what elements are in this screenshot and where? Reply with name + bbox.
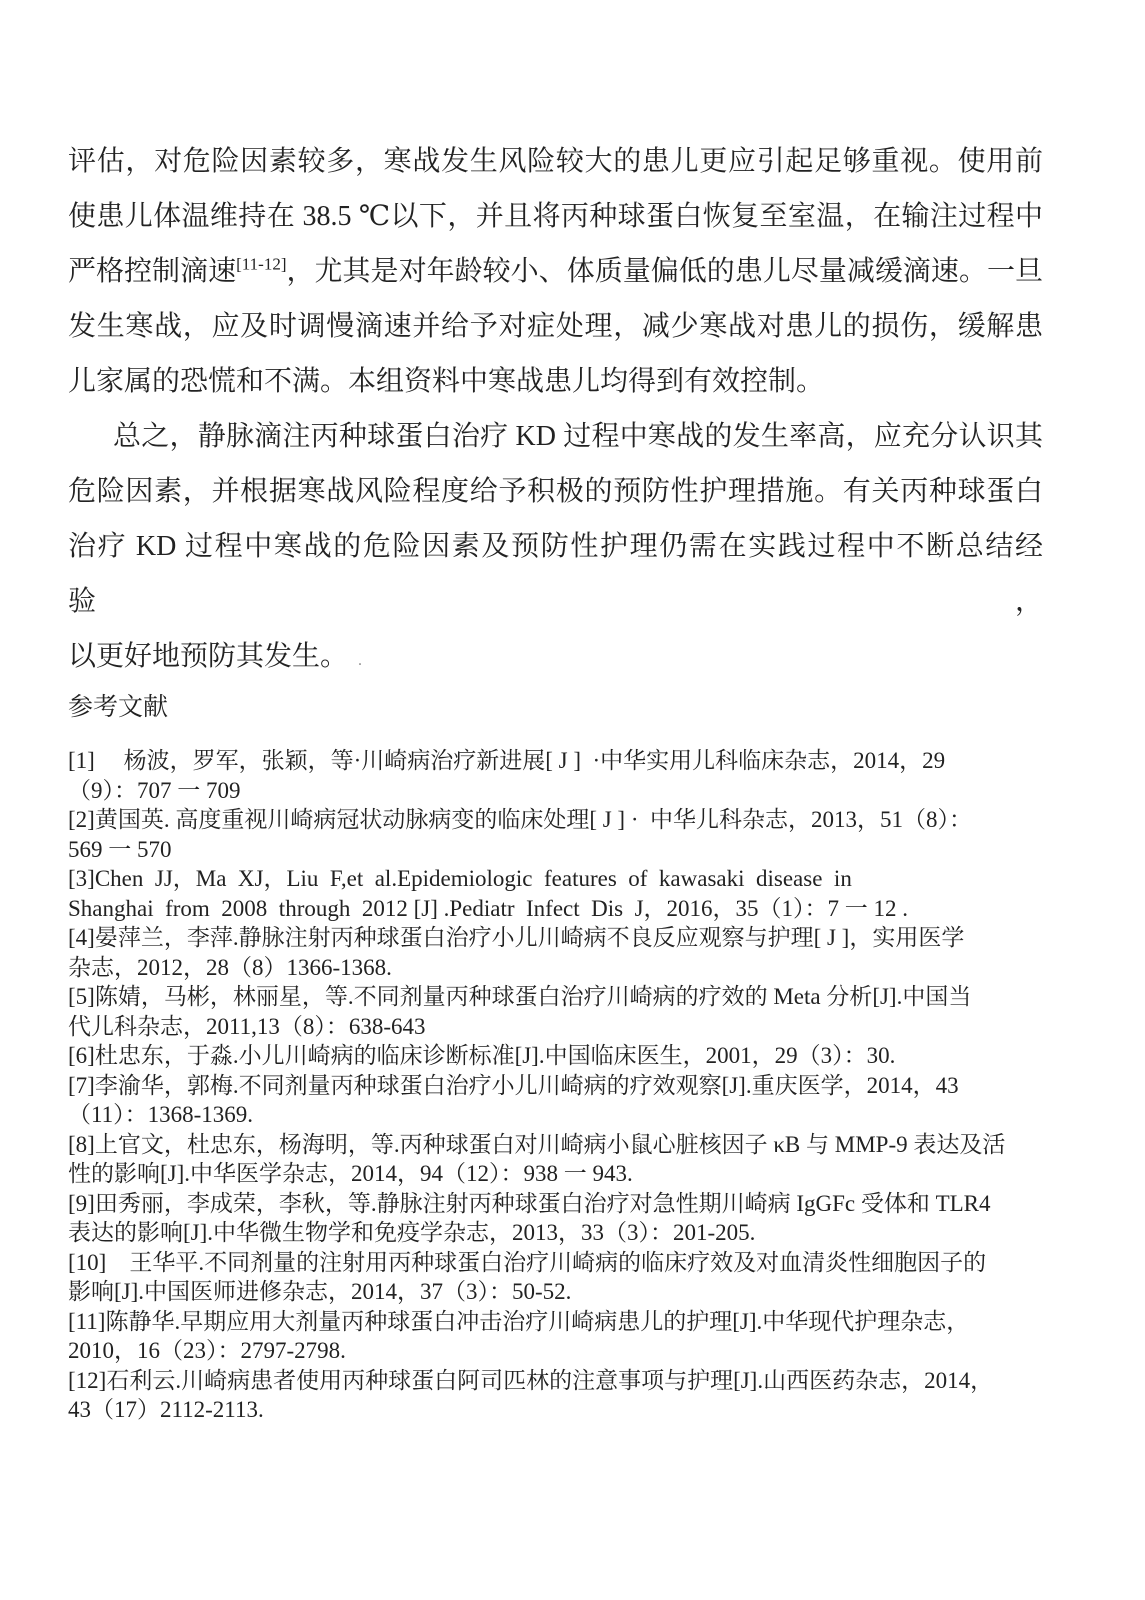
reference-line: [5]陈婧，马彬，林丽星，等.不同剂量丙种球蛋白治疗川崎病的疗效的 Meta 分析[J].中国当 — [68, 984, 972, 1009]
paragraph-line: 危险因素，并根据寒战风险程度给予积极的预防性护理措施。有关丙种球蛋白 — [68, 476, 1043, 507]
reference-line: （11）：1368-1369. — [68, 1102, 254, 1127]
reference-line: （9）：707 一 709 — [68, 777, 241, 803]
reference-item — [68, 1307, 1130, 1366]
paragraph-line: 使患儿体温维持在 38.5 ℃以下，并且将丙种球蛋白恢复至室温，在输注过程中 — [68, 201, 1043, 232]
reference-line: 43（17）2112-2113. — [68, 1397, 264, 1422]
line-text: ，尤其是对年龄较小、体质量偏低的患儿尽量减缓滴速。一旦 — [286, 256, 1043, 287]
reference-line: 569 一 570 — [68, 836, 172, 862]
reference-item — [68, 1071, 1130, 1130]
stray-dot-mark: . — [358, 652, 363, 669]
reference-list — [68, 746, 1130, 1425]
reference-item — [68, 805, 1130, 864]
paragraph-line: 治疗 KD 过程中寒战的危险因素及预防性护理仍需在实践过程中不断总结经验， — [68, 531, 1043, 617]
reference-line: 代儿科杂志，2011,13（8）：638-643 — [68, 1013, 426, 1039]
reference-line: [6]杜忠东，于淼.小儿川崎病的临床诊断标准[J].中国临床医生，2001，29（3）：30. — [68, 1043, 896, 1068]
reference-line: [1] 杨波，罗军，张颖，等·川崎病治疗新进展[ J ] ·中华实用儿科临床杂志，2014，29 — [68, 748, 946, 773]
reference-line: 表达的影响[J].中华微生物学和免疫学杂志，2013，33（3）：201-205. — [68, 1220, 756, 1245]
body-text — [68, 134, 1043, 688]
reference-line: [11]陈静华.早期应用大剂量丙种球蛋白冲击治疗川崎病患儿的护理[J].中华现代护理杂志， — [68, 1308, 970, 1334]
reference-item — [68, 1366, 1130, 1425]
paragraph-line: 发生寒战，应及时调慢滴速并给予对症处理，减少寒战对患儿的损伤，缓解患 — [68, 311, 1043, 342]
reference-line: [12]石利云.川崎病患者使用丙种球蛋白阿司匹林的注意事项与护理[J].山西医药杂志，2014， — [68, 1367, 994, 1393]
line-text: 以更好地预防其发生。 — [68, 641, 349, 672]
reference-line: 2010，16（23）：2797-2798. — [68, 1338, 346, 1363]
paragraph-line — [68, 244, 1043, 299]
paragraph-line: 儿家属的恐慌和不满。本组资料中寒战患儿均得到有效控制。 — [68, 366, 825, 397]
reference-line: [7]李渝华，郭梅.不同剂量丙种球蛋白治疗小儿川崎病的疗效观察[J].重庆医学，2014，43 — [68, 1072, 959, 1098]
reference-line: 影响[J].中国医师进修杂志，2014，37（3）：50-52. — [68, 1279, 572, 1304]
reference-item — [68, 1248, 1130, 1307]
reference-line: [4]晏萍兰，李萍.静脉注射丙种球蛋白治疗小儿川崎病不良反应观察与护理[ J ]，实用医学 — [68, 925, 965, 950]
citation-superscript: [11-12] — [236, 254, 287, 274]
reference-line: [9]田秀丽，李成荣，李秋，等.静脉注射丙种球蛋白治疗对急性期川崎病 IgGFc 受体和 TLR4 — [68, 1190, 991, 1216]
paragraph-line: 评估，对危险因素较多，寒战发生风险较大的患儿更应引起足够重视。使用前 — [68, 146, 1043, 177]
paragraph-line — [68, 629, 1043, 688]
reference-item — [68, 982, 1130, 1041]
reference-item — [68, 864, 1130, 923]
reference-line: Shanghai from 2008 through 2012 [J] .Pediatr Infect Dis J，2016，35（1）：7 一 12 . — [68, 895, 909, 921]
reference-item — [68, 1041, 1130, 1071]
reference-line: [3]Chen JJ，Ma XJ，Liu F,et al.Epidemiologic features of kawasaki disease in — [68, 866, 852, 891]
reference-item — [68, 746, 1130, 805]
reference-line: [2]黄国英. 高度重视川崎病冠状动脉病变的临床处理[ J ] · 中华儿科杂志，2013，51（8）： — [68, 807, 972, 832]
paragraph-line: 总之，静脉滴注丙种球蛋白治疗 KD 过程中寒战的发生率高，应充分认识其 — [113, 421, 1043, 452]
line-text: 严格控制滴速 — [68, 256, 237, 287]
reference-line: 杂志，2012，28（8）1366-1368. — [68, 954, 392, 980]
reference-line: [10] 王华平.不同剂量的注射用丙种球蛋白治疗川崎病的临床疗效及对血清炎性细胞因子的 — [68, 1249, 987, 1275]
reference-item — [68, 1130, 1130, 1189]
reference-item — [68, 923, 1130, 982]
references-heading: 参考文献 — [68, 694, 169, 721]
reference-line: [8]上官文，杜忠东，杨海明，等.丙种球蛋白对川崎病小鼠心脏核因子 κB 与 MMP-9 表达及活 — [68, 1131, 1006, 1157]
reference-line: 性的影响[J].中华医学杂志，2014，94（12）：938 一 943. — [68, 1161, 633, 1186]
reference-item — [68, 1189, 1130, 1248]
